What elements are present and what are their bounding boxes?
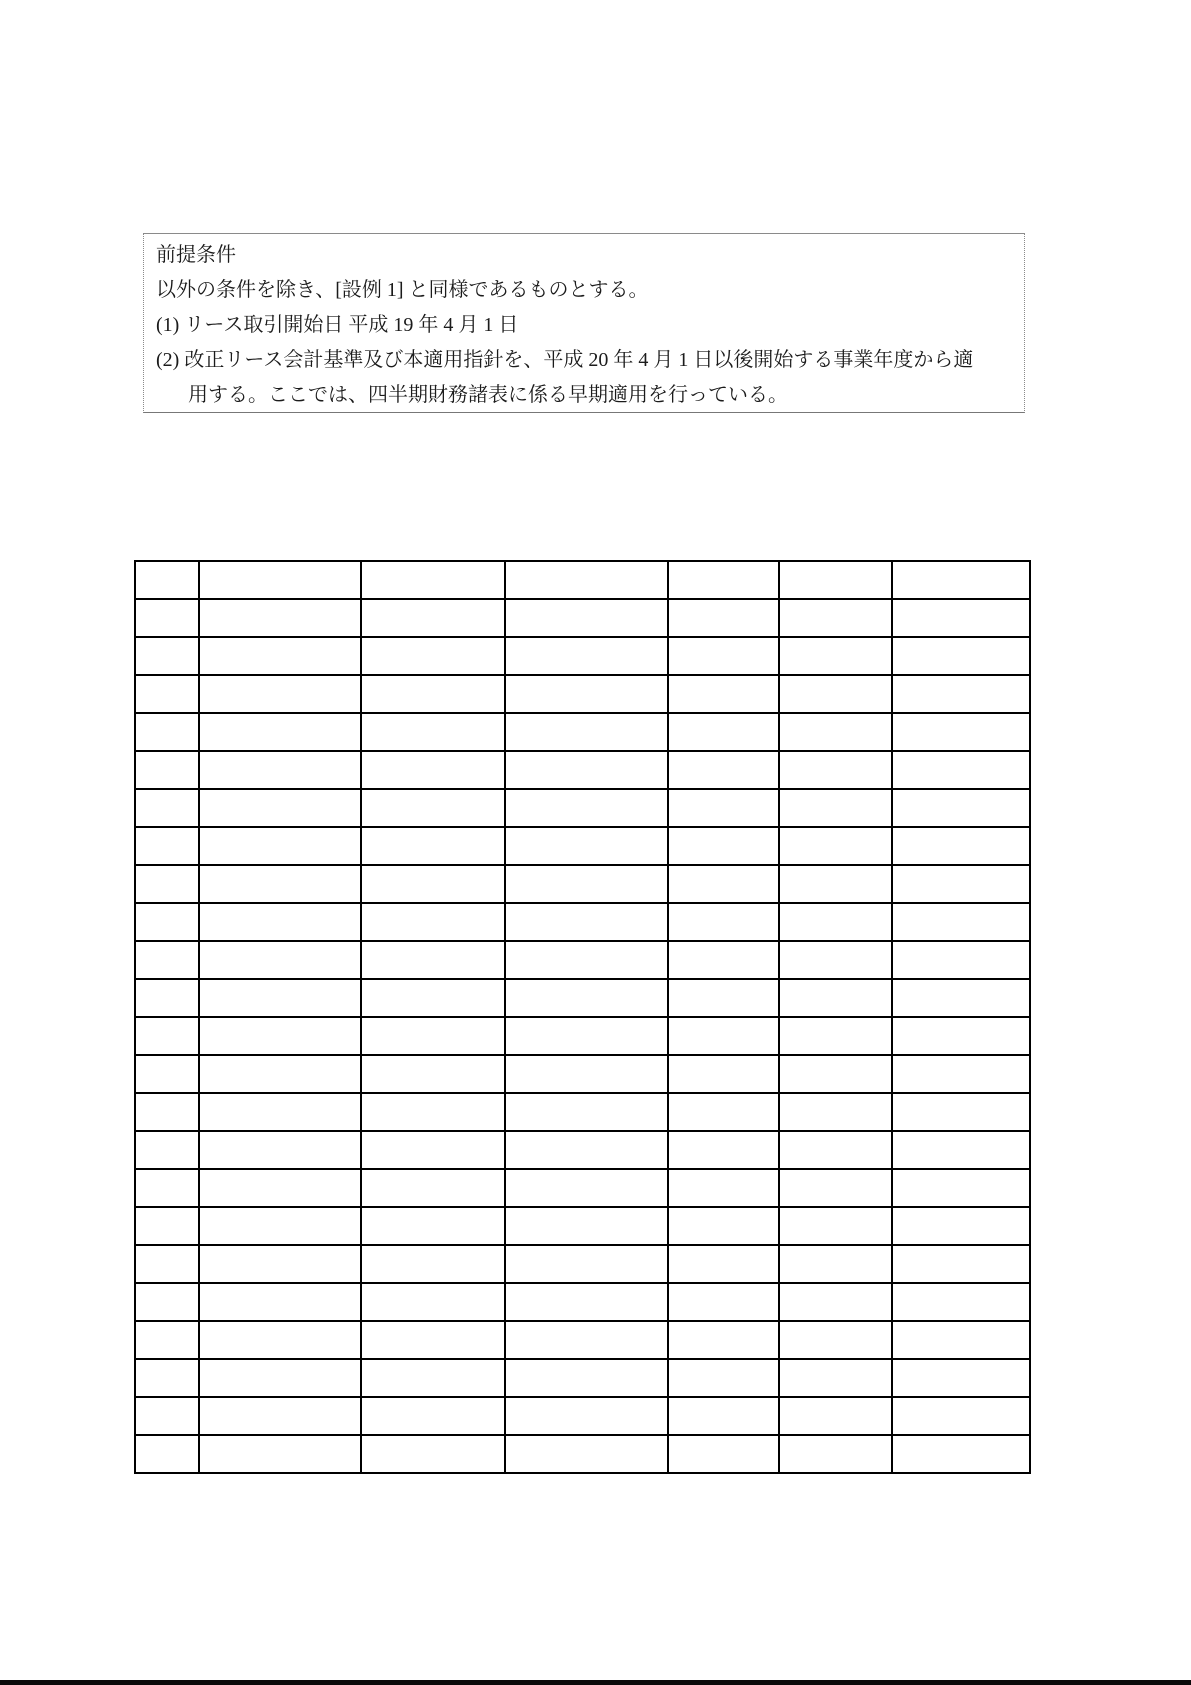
table-cell [135,1093,199,1131]
table-cell [668,1093,779,1131]
table-cell [668,675,779,713]
table-cell [199,751,361,789]
table-cell [505,1397,668,1435]
table-cell [779,675,892,713]
table-cell [779,1245,892,1283]
table-cell [361,751,505,789]
table-cell [199,903,361,941]
table-row [135,1435,1030,1473]
table-cell [361,1017,505,1055]
table-row [135,1283,1030,1321]
table-cell [505,675,668,713]
table-cell [135,1131,199,1169]
table-cell [361,1245,505,1283]
table-cell [361,713,505,751]
table-cell [505,979,668,1017]
table-cell [668,1131,779,1169]
table-cell [668,1397,779,1435]
table-cell [199,1359,361,1397]
table-cell [135,941,199,979]
table-cell [892,561,1030,599]
table-cell [668,1169,779,1207]
table-cell [361,979,505,1017]
table-cell [668,1245,779,1283]
table-row [135,903,1030,941]
table-cell [668,941,779,979]
table-cell [361,941,505,979]
table-cell [135,1397,199,1435]
table-cell [505,1207,668,1245]
table-cell [779,1283,892,1321]
table-cell [199,827,361,865]
table-cell [135,561,199,599]
table-cell [505,751,668,789]
table-cell [361,1093,505,1131]
table-row [135,1055,1030,1093]
table-cell [779,1055,892,1093]
table-cell [668,599,779,637]
table-cell [779,903,892,941]
table-cell [505,1131,668,1169]
table-row [135,675,1030,713]
table-cell [505,1017,668,1055]
table-cell [892,713,1030,751]
table-cell [892,1359,1030,1397]
table-cell [505,1283,668,1321]
table-cell [505,561,668,599]
table-cell [135,1207,199,1245]
table-row [135,1321,1030,1359]
table-row [135,1245,1030,1283]
table-cell [779,827,892,865]
table-cell [779,1131,892,1169]
preamble-line-item-1: (1) リース取引開始日 平成 19 年 4 月 1 日 [156,314,519,336]
table-cell [199,941,361,979]
table-cell [892,1245,1030,1283]
table-cell [361,561,505,599]
table-cell [135,865,199,903]
page-edge-artifact [0,1680,1191,1685]
table-cell [135,675,199,713]
table-cell [361,1055,505,1093]
table-cell [361,1169,505,1207]
table-cell [668,561,779,599]
table-cell [779,1435,892,1473]
table-cell [199,1093,361,1131]
table-cell [892,1055,1030,1093]
table-cell [668,1435,779,1473]
table-cell [668,1283,779,1321]
table-cell [135,599,199,637]
table-cell [361,1131,505,1169]
table-cell [199,1321,361,1359]
preamble-line-general: 以外の条件を除き、[設例 1] と同様であるものとする。 [156,279,649,301]
table-cell [199,1207,361,1245]
table-cell [361,1321,505,1359]
table-row [135,1169,1030,1207]
table-row [135,1359,1030,1397]
table-row [135,1397,1030,1435]
table-cell [135,827,199,865]
table-cell [505,1055,668,1093]
table-cell [135,1321,199,1359]
table-cell [199,637,361,675]
table-cell [668,1055,779,1093]
table-cell [361,1207,505,1245]
table-cell [779,637,892,675]
table-cell [199,561,361,599]
table-cell [892,979,1030,1017]
table-cell [779,1397,892,1435]
table-cell [135,1245,199,1283]
table-cell [892,675,1030,713]
table-cell [668,1359,779,1397]
table-cell [199,1283,361,1321]
table-cell [199,675,361,713]
table-cell [135,1055,199,1093]
table-cell [199,1397,361,1435]
table-cell [668,903,779,941]
table-cell [505,941,668,979]
table-cell [135,1283,199,1321]
table-cell [505,1435,668,1473]
table-cell [361,865,505,903]
table-cell [892,941,1030,979]
table-cell [199,1435,361,1473]
table-cell [892,1017,1030,1055]
table-row [135,561,1030,599]
table-cell [199,599,361,637]
table-cell [361,827,505,865]
empty-grid-table [134,560,1031,1474]
table-cell [505,1245,668,1283]
table-cell [668,865,779,903]
table-row [135,751,1030,789]
table-cell [361,903,505,941]
table-cell [779,1321,892,1359]
table-cell [892,1093,1030,1131]
table-cell [779,599,892,637]
table-cell [505,1169,668,1207]
table-cell [779,713,892,751]
table-row [135,941,1030,979]
table-cell [135,789,199,827]
table-row [135,637,1030,675]
table-cell [668,713,779,751]
preamble-line-item-2-continued: 用する。ここでは、四半期財務諸表に係る早期適用を行っている。 [188,384,788,406]
preamble-box [143,233,1025,413]
table-row [135,827,1030,865]
table-cell [779,1207,892,1245]
table-cell [135,1435,199,1473]
table-cell [668,637,779,675]
preamble-line-title: 前提条件 [156,244,236,266]
table-cell [668,979,779,1017]
table-cell [135,1169,199,1207]
table-cell [505,903,668,941]
table-cell [505,1359,668,1397]
table-row [135,599,1030,637]
table-cell [361,789,505,827]
table-cell [779,941,892,979]
table-cell [505,1093,668,1131]
table-cell [779,865,892,903]
table-row [135,713,1030,751]
table-cell [779,561,892,599]
table-cell [892,1397,1030,1435]
table-cell [361,599,505,637]
table-row [135,789,1030,827]
table-cell [361,675,505,713]
table-row [135,979,1030,1017]
table-cell [135,979,199,1017]
table-cell [135,637,199,675]
table-row [135,865,1030,903]
table-cell [779,1169,892,1207]
table-cell [199,1169,361,1207]
table-cell [892,1169,1030,1207]
table-cell [505,827,668,865]
table-cell [779,1093,892,1131]
table-cell [892,1207,1030,1245]
table-cell [892,789,1030,827]
table-cell [892,1131,1030,1169]
table-cell [779,1017,892,1055]
table-cell [361,1397,505,1435]
table-cell [505,599,668,637]
table-row [135,1017,1030,1055]
table-cell [892,1321,1030,1359]
table-cell [505,637,668,675]
table-cell [199,1131,361,1169]
table-cell [505,789,668,827]
table-cell [668,789,779,827]
table-cell [892,865,1030,903]
table-cell [892,599,1030,637]
table-cell [135,903,199,941]
table-cell [199,1245,361,1283]
table-cell [135,1359,199,1397]
table-cell [505,713,668,751]
table-cell [199,713,361,751]
table-cell [892,637,1030,675]
table-cell [135,713,199,751]
table-cell [892,903,1030,941]
table-cell [199,789,361,827]
table-cell [668,751,779,789]
table-cell [505,1321,668,1359]
table-row [135,1207,1030,1245]
table-cell [135,751,199,789]
table-cell [668,1321,779,1359]
table-cell [779,789,892,827]
table-cell [135,1017,199,1055]
table-cell [199,1017,361,1055]
table-cell [892,751,1030,789]
table-row [135,1093,1030,1131]
table-row [135,1131,1030,1169]
table-cell [361,1359,505,1397]
table-cell [668,827,779,865]
table-cell [779,979,892,1017]
table-cell [892,1435,1030,1473]
table-cell [779,751,892,789]
table-cell [361,637,505,675]
table-cell [199,1055,361,1093]
table-cell [779,1359,892,1397]
table-cell [668,1017,779,1055]
table-cell [361,1435,505,1473]
table-cell [892,1283,1030,1321]
table-cell [199,979,361,1017]
table-cell [505,865,668,903]
table-cell [361,1283,505,1321]
table-cell [668,1207,779,1245]
table-cell [892,827,1030,865]
preamble-line-item-2: (2) 改正リース会計基準及び本適用指針を、平成 20 年 4 月 1 日以後開始する事業年度から適 [156,349,974,371]
table-cell [199,865,361,903]
